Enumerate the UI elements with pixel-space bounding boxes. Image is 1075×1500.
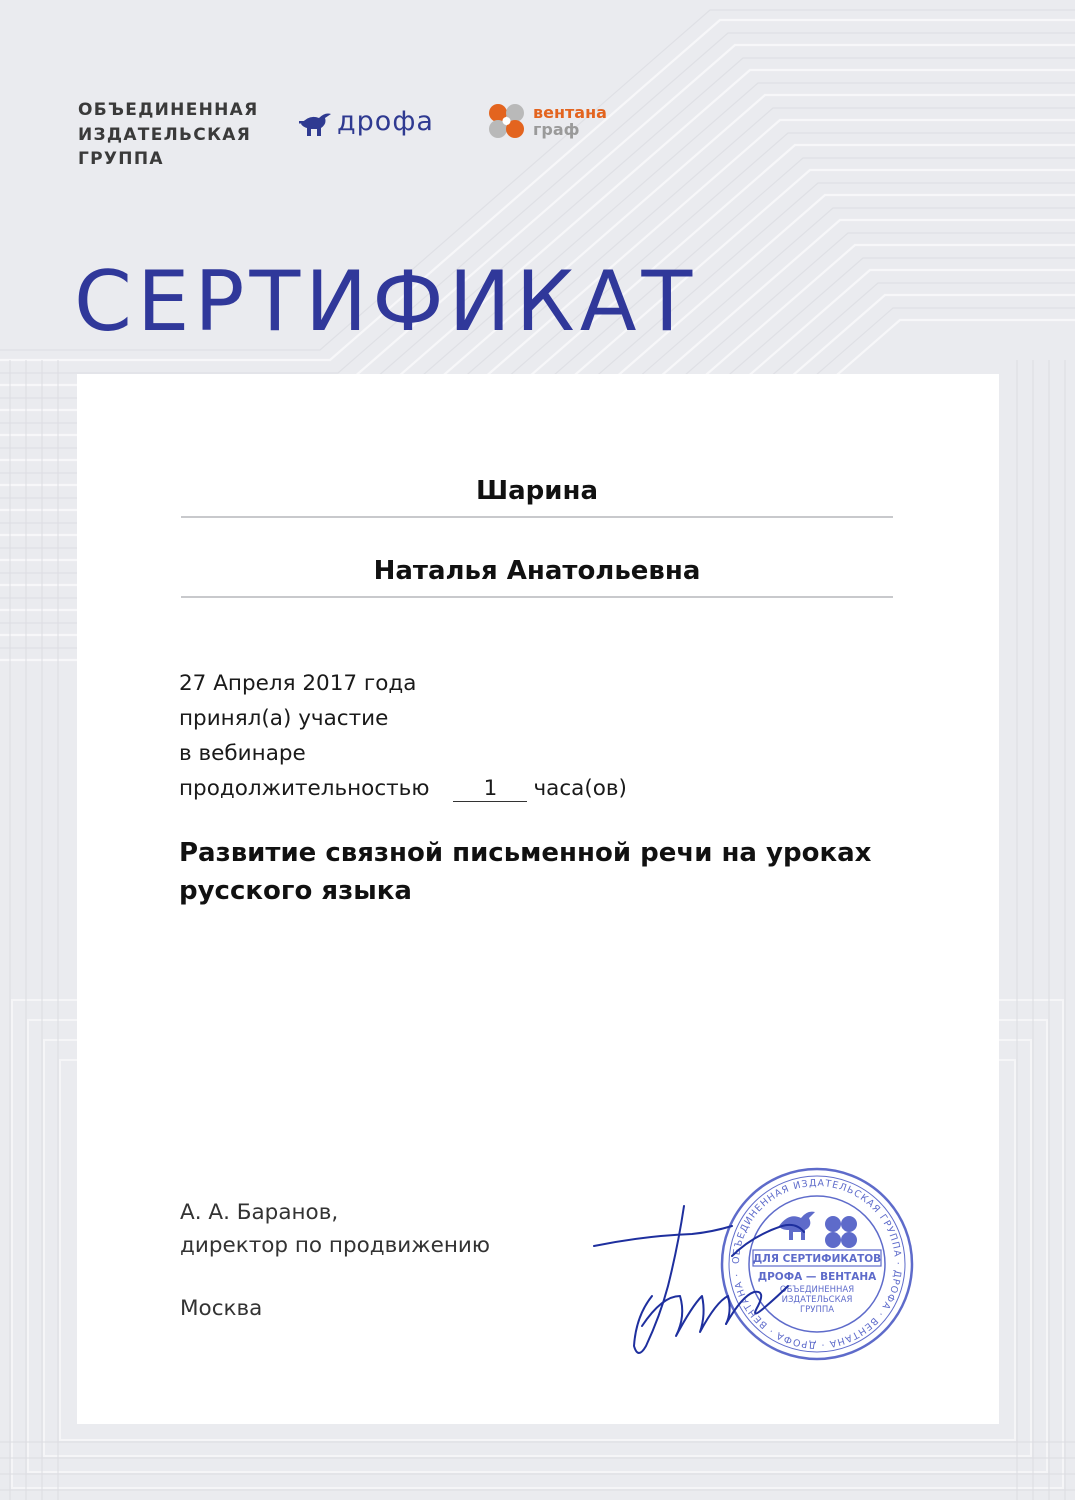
webinar-title: Развитие связной письменной речи на уроках русского языка: [179, 838, 872, 906]
ventana-butterfly-icon: [487, 102, 527, 140]
group-name-line-1: ОБЪЕДИНЕННАЯ: [78, 100, 259, 120]
certificate-card: [77, 374, 999, 1424]
group-name-line-2: ИЗДАТЕЛЬСКАЯ: [78, 124, 252, 145]
ventana-logo-line-2: граф: [533, 120, 580, 139]
certificate-title: СЕРТИФИКАТ: [74, 253, 698, 350]
name-underline: [181, 596, 893, 598]
participation-details: [179, 666, 627, 806]
signer-position: директор по продвижению: [180, 1233, 490, 1258]
city: Москва: [180, 1296, 263, 1321]
duration-value: 1: [453, 777, 527, 802]
signer-block: [180, 1196, 490, 1262]
event-date: 27 Апреля 2017 года: [179, 671, 417, 696]
recipient-name-field: [181, 554, 893, 598]
stamp-center-line-4: ГРУППА: [799, 1305, 835, 1315]
duration-label: продолжительностью: [179, 776, 430, 801]
stamp-band-text: ДЛЯ СЕРТИФИКАТОВ: [752, 1253, 882, 1265]
duration-line: [179, 771, 627, 806]
duration-unit: часа(ов): [533, 776, 627, 801]
ventana-graf-logo: [487, 100, 607, 142]
stamp-center-line-2: ОБЪЕДИНЕННАЯ: [779, 1285, 855, 1295]
surname-underline: [181, 516, 893, 518]
ventana-logo-line-1: вентана: [533, 103, 607, 122]
recipient-surname: Шарина: [475, 476, 598, 506]
stamp-center-line-1: ДРОФА — ВЕНТАНА: [757, 1271, 877, 1283]
group-name-line-3: ГРУППА: [78, 149, 164, 169]
drofa-bird-icon: [297, 104, 333, 138]
signer-name: А. А. Баранов,: [180, 1200, 339, 1225]
stamp-ring-text: ОБЪЕДИНЕННАЯ ИЗДАТЕЛЬСКАЯ ГРУППА · ДРОФА · ВЕНТАНА · ДРОФА · ВЕНТАНА ·: [730, 1177, 904, 1351]
drofa-logo-text: дрофа: [337, 105, 434, 137]
recipient-surname-field: [181, 474, 893, 518]
publisher-group-name: [78, 98, 278, 172]
participation-text: принял(а) участие: [179, 706, 389, 731]
drofa-logo: [297, 100, 434, 142]
stamp-center-line-3: ИЗДАТЕЛЬСКАЯ: [781, 1295, 853, 1305]
recipient-given-names: Наталья Анатольевна: [373, 556, 701, 586]
event-type: в вебинаре: [179, 741, 306, 766]
handwritten-signature: [582, 1196, 822, 1366]
